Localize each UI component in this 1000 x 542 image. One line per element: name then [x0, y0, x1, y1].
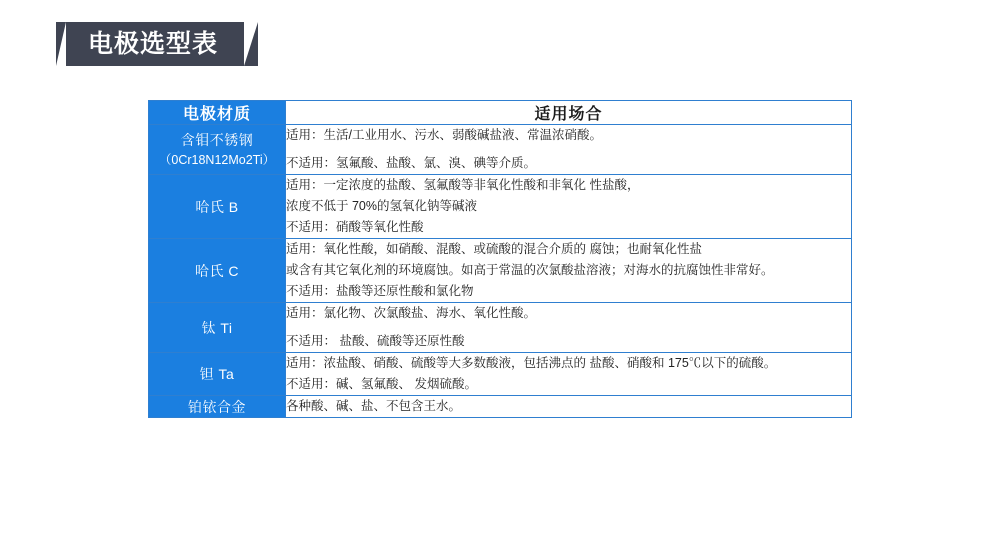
cell-material	[149, 175, 286, 239]
page-title: 电极选型表	[88, 30, 219, 58]
usage-line: 浓度不低于 70%的氢氧化钠等碱液	[286, 199, 477, 213]
table-row	[149, 353, 852, 396]
usage-line: 不适用：硝酸等氧化性酸	[286, 220, 424, 234]
electrode-selection-table	[148, 100, 852, 418]
cell-material	[149, 239, 286, 303]
cell-usage	[286, 303, 852, 353]
header-material: 电极材质	[149, 101, 286, 125]
cell-material	[149, 396, 286, 418]
usage-line: 适用：氧化性酸，如硝酸、混酸、或硫酸的混合介质的 腐蚀；也耐氧化性盐	[286, 242, 702, 256]
usage-line: 不适用：氢氟酸、盐酸、氯、溴、碘等介质。	[286, 156, 537, 170]
material-name: 铂铱合金	[188, 398, 246, 415]
material-name: 钛 Ti	[201, 319, 233, 336]
table-row	[149, 175, 852, 239]
page-title-banner	[66, 22, 244, 66]
material-name: 含钼不锈钢	[180, 131, 254, 148]
usage-line: 适用：一定浓度的盐酸、氢氟酸等非氧化性酸和非氧化 性盐酸，	[286, 178, 640, 192]
usage-line: 不适用：碱、氢氟酸、 发烟硫酸。	[286, 377, 477, 391]
usage-line: 各种酸、碱、盐、不包含王水。	[286, 399, 462, 413]
usage-spacer	[286, 146, 851, 153]
table-row	[149, 303, 852, 353]
table-row	[149, 396, 852, 418]
cell-usage	[286, 353, 852, 396]
cell-usage	[286, 175, 852, 239]
electrode-selection-table-wrap	[148, 100, 852, 418]
title-banner-shape	[66, 22, 244, 66]
cell-material	[149, 125, 286, 175]
usage-line: 适用：氯化物、次氯酸盐、海水、氧化性酸。	[286, 306, 537, 320]
usage-line: 适用：生活/工业用水、污水、弱酸碱盐液、常温浓硝酸。	[286, 128, 602, 142]
material-name: 钽 Ta	[199, 366, 235, 382]
material-name: 哈氏 C	[195, 262, 239, 279]
material-name: 哈氏 B	[195, 198, 239, 215]
cell-material	[149, 353, 286, 396]
table-row	[149, 125, 852, 175]
cell-material	[149, 303, 286, 353]
cell-usage	[286, 125, 852, 175]
usage-line: 或含有其它氧化剂的环境腐蚀。如高于常温的次氯酸盐溶液；对海水的抗腐蚀性非常好。	[286, 263, 774, 277]
material-code: （0Cr18N12Mo2Ti）	[158, 152, 276, 167]
table-row	[149, 239, 852, 303]
usage-line: 不适用：盐酸等还原性酸和氯化物	[286, 284, 474, 298]
usage-line: 适用：浓盐酸、硝酸、硫酸等大多数酸液，包括沸点的 盐酸、硝酸和 175℃以下的硫酸。	[286, 356, 777, 370]
table-header-row	[149, 101, 852, 125]
header-usage: 适用场合	[286, 101, 852, 125]
cell-usage	[286, 239, 852, 303]
usage-spacer	[286, 324, 851, 331]
cell-usage	[286, 396, 852, 418]
usage-line: 不适用： 盐酸、硫酸等还原性酸	[286, 334, 465, 348]
